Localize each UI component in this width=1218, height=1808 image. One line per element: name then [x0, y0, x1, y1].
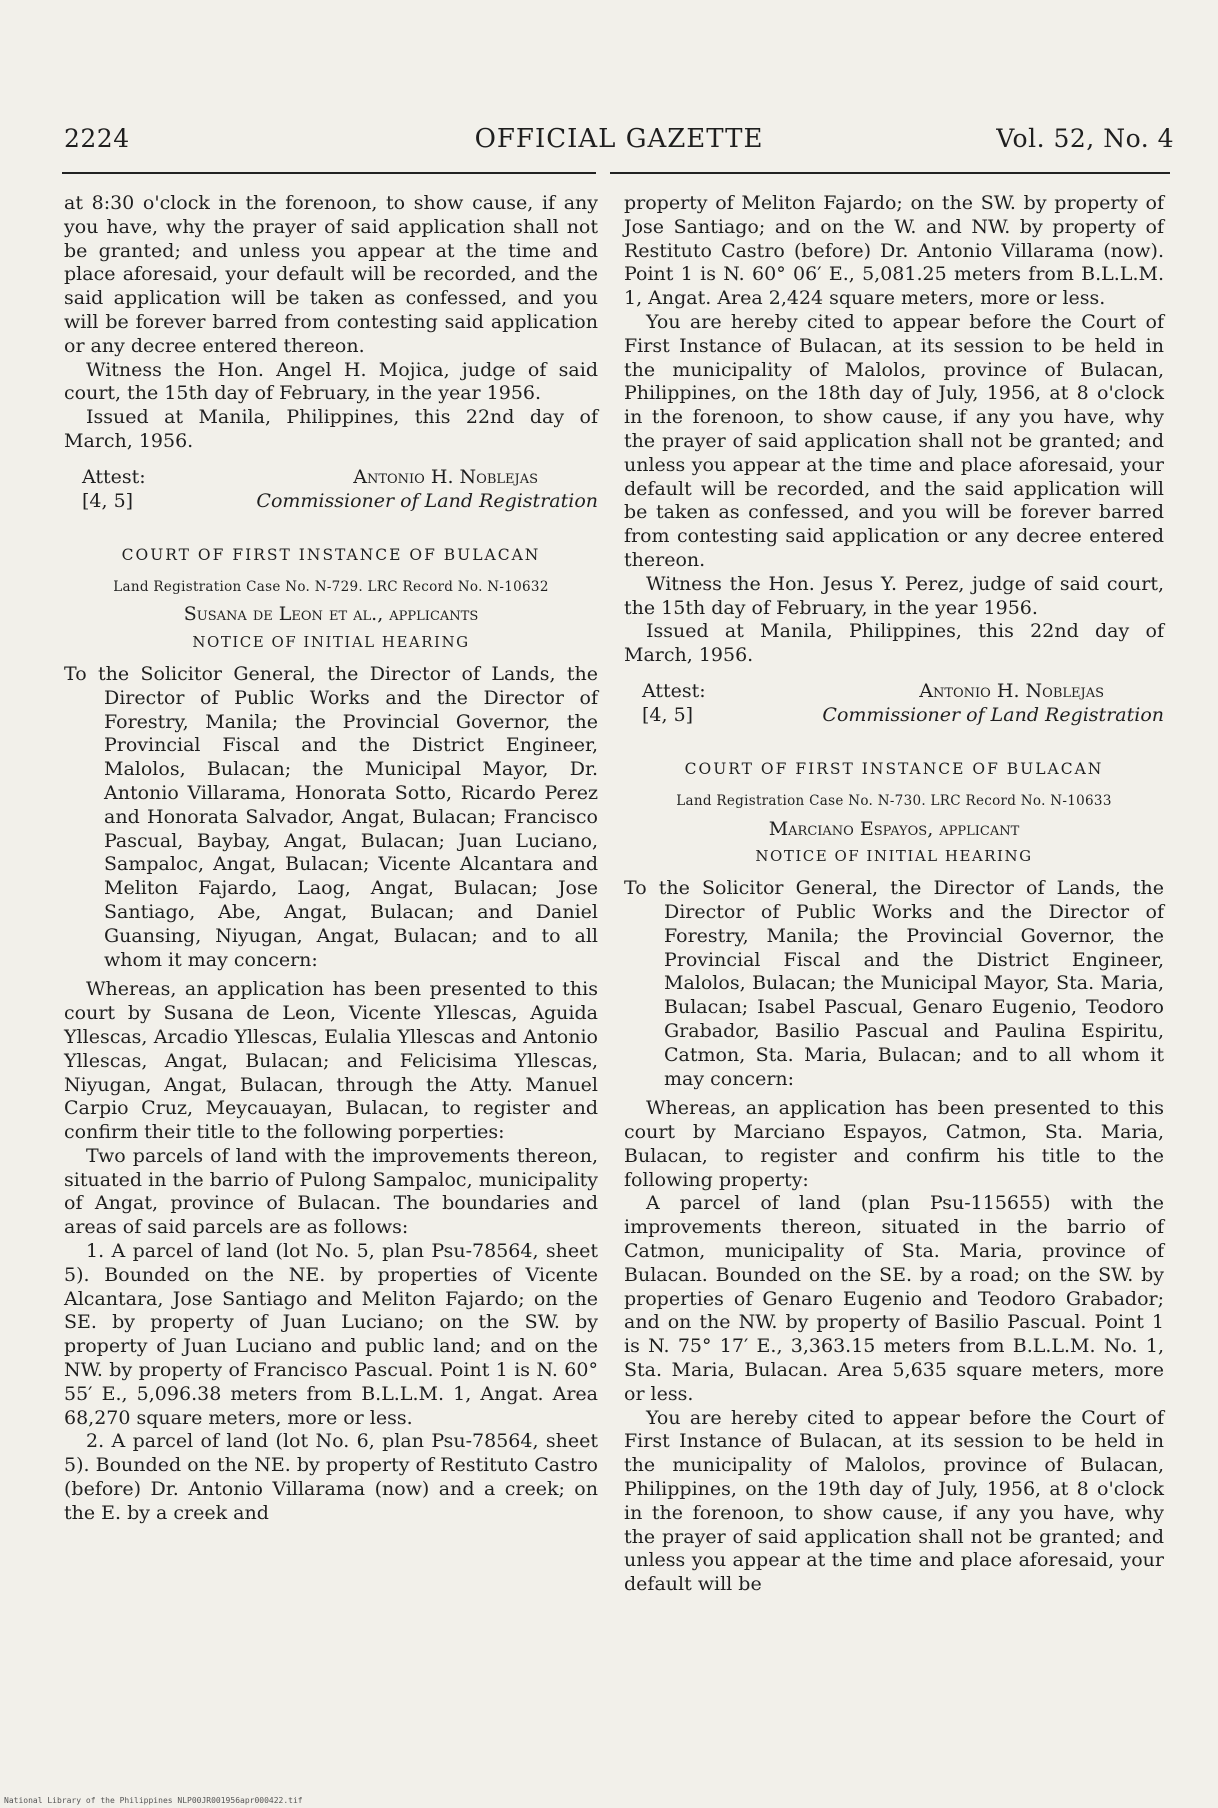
witness-paragraph: Witness the Hon. Angel H. Mojica, judge of said court, the 15th day of February, in the year 1956. — [64, 358, 598, 405]
parcel-1: 1. A parcel of land (lot No. 5, plan Psu-78564, sheet 5). Bounded on the NE. by properties of Vicente Alcantara, Jose Santiago and Meliton Fajardo; on the SE. by property of Juan Luciano; on the SW. by property of Juan Luciano and public land; and on the NW. by property of Francisco Pascual. Point 1 is N. 60° 55′ E., 5,096.38 meters from B.L.L.M. 1, Angat. Area 68,270 square meters, more or less. — [64, 1240, 598, 1429]
continued-paragraph: at 8:30 o'clock in the forenoon, to show cause, if any you have, why the prayer of said application shall not be granted; and unless you appear at the time and place aforesaid, your default will be recorded, and the said application will be taken as confessed, and you will be forever barred from contesting said application or any decree entered thereon. — [64, 192, 598, 357]
publication-title: OFFICIAL GAZETTE — [474, 124, 764, 154]
case-number: Land Registration Case No. N-730. LRC Record No. N-10633 — [676, 792, 1112, 809]
attest-label: Attest: — [642, 679, 706, 702]
notice-title: NOTICE OF INITIAL HEARING — [755, 847, 1033, 866]
parcels-intro: Two parcels of land with the improvements thereon, situated in the barrio of Pulong Sampaloc, municipality of Angat, province of Bulacan. The boundaries and areas of said parcels are as follows: — [64, 1144, 598, 1239]
parcel-2: 2. A parcel of land (lot No. 6, plan Psu-78564, sheet 5). Bounded on the NE. by property of Restituto Castro (before) Dr. Antonio Villarama (now) and a creek; on the E. by a creek and — [64, 1430, 598, 1524]
header-rule-right — [610, 172, 1170, 174]
applicants-line: Marciano Espayos, applicant — [768, 817, 1020, 840]
notice-title: NOTICE OF INITIAL HEARING — [192, 633, 470, 652]
attest-ref: [4, 5] — [82, 489, 134, 512]
header-rule-left — [62, 172, 596, 174]
page-header — [64, 124, 1174, 164]
left-column — [64, 192, 598, 1526]
signer-name: Antonio H. Noblejas — [919, 679, 1104, 702]
issued-paragraph: Issued at Manila, Philippines, this 22nd day of March, 1956. — [624, 620, 1164, 667]
addressees: To the Solicitor General, the Director of Lands, the Director of Public Works and the Director of Forestry, Manila; the Provincial Governor, the Provincial Fiscal and the District Engineer, Malolos, Bulacan; the Municipal Mayor, Sta. Maria, Bulacan; Isabel Pascual, Genaro Eugenio, Teodoro Grabador, Basilio Pascual and Paulina Espiritu, Catmon, Sta. Maria, Bulacan; and to all whom it may concern: — [624, 877, 1164, 1090]
cited-paragraph: You are hereby cited to appear before the Court of First Instance of Bulacan, at its session to be held in the municipality of Malolos, province of Bulacan, Philippines, on the 18th day of July, 1956, at 8 o'clock in the forenoon, to show cause, if any you have, why the prayer of said application shall not be granted; and unless you appear at the time and place aforesaid, your default will be recorded, and the said application will be taken as confessed, and you will be forever barred from contesting said application or any decree entered thereon. — [624, 310, 1164, 571]
attest-block — [624, 680, 1164, 728]
issued-paragraph: Issued at Manila, Philippines, this 22nd day of March, 1956. — [64, 406, 598, 452]
attest-block — [64, 466, 598, 514]
volume-number: Vol. 52, No. 4 — [996, 124, 1174, 153]
parcel-description: A parcel of land (plan Psu-115655) with the improvements thereon, situated in the barrio of Catmon, municipality of Sta. Maria, province of Bulacan. Bounded on the SE. by a road; on the SW. by properties of Genaro Eugenio and Teodoro Grabador; and on the NW. by property of Basilio Pascual. Point 1 is N. 75° 17′ E., 3,363.15 meters from B.L.L.M. No. 1, Sta. Maria, Bulacan. Area 5,635 square meters, more or less. — [624, 1192, 1164, 1405]
attest-ref: [4, 5] — [642, 703, 694, 726]
cited-paragraph: You are hereby cited to appear before the Court of First Instance of Bulacan, at its session to be held in the municipality of Malolos, province of Bulacan, Philippines, on the 19th day of July, 1956, at 8 o'clock in the forenoon, to show cause, if any you have, why the prayer of said application shall not be granted; and unless you appear at the time and place aforesaid, your default will be — [624, 1406, 1164, 1596]
witness-paragraph: Witness the Hon. Jesus Y. Perez, judge of said court, the 15th day of February, in the year 1956. — [624, 572, 1164, 619]
signer-title: Commissioner of Land Registration — [256, 489, 598, 512]
right-column — [624, 192, 1164, 1597]
page-number: 2224 — [64, 124, 130, 153]
signer-title: Commissioner of Land Registration — [822, 703, 1164, 726]
court-heading: COURT OF FIRST INSTANCE OF BULACAN — [121, 545, 541, 564]
signer-name: Antonio H. Noblejas — [353, 465, 538, 488]
court-heading: COURT OF FIRST INSTANCE OF BULACAN — [684, 759, 1104, 778]
continued-paragraph: property of Meliton Fajardo; on the SW. by property of Jose Santiago; and on the W. and NW. by property of Restituto Castro (before) Dr. Antonio Villarama (now). Point 1 is N. 60° 06′ E., 5,081.25 meters from B.L.L.M. 1, Angat. Area 2,424 square meters, more or less. — [624, 192, 1164, 310]
applicants-line: Susana de Leon et al., applicants — [183, 603, 479, 626]
attest-label: Attest: — [82, 465, 146, 488]
case-number: Land Registration Case No. N-729. LRC Record No. N-10632 — [113, 578, 549, 595]
scan-footer: National Library of the Philippines NLP00JR001956apr000422.tif — [4, 1796, 303, 1805]
whereas-paragraph: Whereas, an application has been presented to this court by Marciano Espayos, Catmon, Sta. Maria, Bulacan, to register and confirm his title to the following property: — [624, 1097, 1164, 1191]
whereas-paragraph: Whereas, an application has been presented to this court by Susana de Leon, Vicente Yllescas, Aguida Yllescas, Arcadio Yllescas, Eulalia Yllescas and Antonio Yllescas, Angat, Bulacan; and Felicisima Yllescas, Niyugan, Angat, Bulacan, through the Atty. Manuel Carpio Cruz, Meycauayan, Bulacan, to register and confirm their title to the following porperties: — [64, 978, 598, 1144]
addressees: To the Solicitor General, the Director of Lands, the Director of Public Works and the Director of Forestry, Manila; the Provincial Governor, the Provincial Fiscal and the District Engineer, Malolos, Bulacan; the Municipal Mayor, Dr. Antonio Villarama, Honorata Sotto, Ricardo Perez and Honorata Salvador, Angat, Bulacan; Francisco Pascual, Baybay, Angat, Bulacan; Juan Luciano, Sampaloc, Angat, Bulacan; Vicente Alcantara and Meliton Fajardo, Laog, Angat, Bulacan; Jose Santiago, Abe, Angat, Bulacan; and Daniel Guansing, Niyugan, Angat, Bulacan; and to all whom it may concern: — [64, 662, 598, 971]
